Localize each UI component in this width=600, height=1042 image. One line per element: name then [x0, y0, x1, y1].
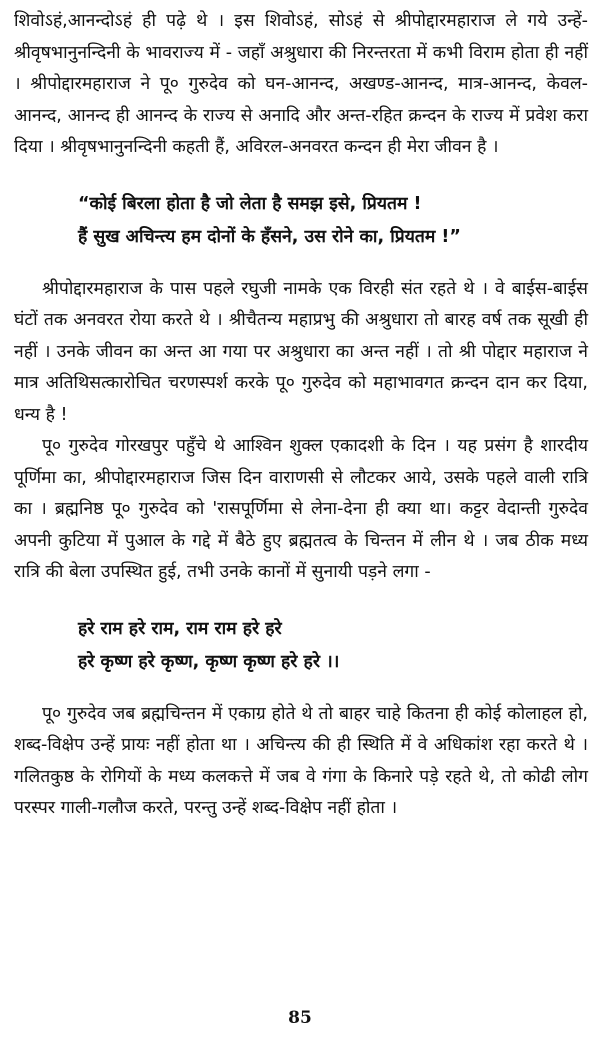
spacer: [14, 164, 588, 188]
spacer: [14, 254, 588, 274]
paragraph-1: शिवोऽहं,आनन्दोऽहं ही पढ़े थे । इस शिवोऽहं, सोऽहं से श्रीपोद्दारमहाराज ले गये उन्हें- श्रीवृषभानुनन्दिनी के भावराज्य में - जहाँ अश्रुधारा की निरन्तरता में कभी विराम होता ही नहीं । श्रीपोद्दारमहाराज ने पू० गुरुदेव को घन-आनन्द, अखण्ड-आनन्द, मात्र-आनन्द, केवल-आनन्द, आनन्द ही आनन्द के राज्य से अनादि और अन्त-रहित क्रन्दन के राज्य में प्रवेश करा दिया । श्रीवृषभानुनन्दिनी कहती हैं, अविरल-अनवरत कन्दन ही मेरा जीवन है ।: [14, 11, 588, 157]
paragraph-4: पू० गुरुदेव जब ब्रह्मचिन्तन में एकाग्र होते थे तो बाहर चाहे कितना ही कोई कोलाहल हो, शब्द-विक्षेप उन्हें प्रायः नहीं होता था । अचिन्त्य की ही स्थिति में वे अधिकांश रहा करते थे । गलितकुष्ठ के रोगियों के मध्य कलकत्ते में जब वे गंगा के किनारे पड़े रहते थे, तो कोढी लोग परस्पर गाली-गलौज करते, परन्तु उन्हें शब्द-विक्षेप नहीं होता ।: [14, 703, 588, 818]
spacer: [14, 589, 588, 613]
verse-quote-line-2: हैं सुख अचिन्त्य हम दोनों के हँसने, उस रोने का, प्रियतम !”: [78, 226, 461, 247]
chant-line-1: हरे राम हरे राम, राम राम हरे हरे: [78, 618, 282, 639]
chant-block: [14, 613, 588, 679]
spacer: [14, 679, 588, 699]
verse-quote: [14, 188, 588, 254]
paragraph-2: श्रीपोद्दारमहाराज के पास पहले रघुजी नामके एक विरही संत रहते थे । वे बाईस-बाईस घंटों तक अनवरत रोया करते थे । श्रीचैतन्य महाप्रभु की अश्रुधारा तो बारह वर्ष तक सूखी ही नहीं । उनके जीवन का अन्त आ गया पर अश्रुधारा का अन्त नहीं । तो श्री पोद्दार महाराज ने मात्र अतिथिसत्कारोचित चरणस्पर्श करके पू० गुरुदेव को महाभावगत क्रन्दन दान कर दिया, धन्य है !: [14, 278, 588, 425]
page-body: [14, 6, 588, 825]
page-number: 85: [288, 1008, 312, 1028]
paragraph-3: पू० गुरुदेव गोरखपुर पहुँचे थे आश्विन शुक्ल एकादशी के दिन । यह प्रसंग है शारदीय पूर्णिमा का, श्रीपोद्दारमहाराज जिस दिन वाराणसी से लौटकर आये, उसके पहले वाली रात्रि का । ब्रह्मनिष्ठ पू० गुरुदेव को 'रासपूर्णिमा से लेना-देना ही क्या था। कट्टर वेदान्ती गुरुदेव अपनी कुटिया में पुआल के गद्दे में बैठे हुए ब्रह्मतत्व के चिन्तन में लीन थे । जब ठीक मध्य रात्रि की बेला उपस्थित हुई, तभी उनके कानों में सुनायी पड़ने लगा -: [14, 436, 588, 582]
chant-line-2: हरे कृष्ण हरे कृष्ण, कृष्ण कृष्ण हरे हरे ।।: [78, 651, 340, 672]
verse-quote-line-1: “कोई बिरला होता है जो लेता है समझ इसे, प्रियतम !: [78, 193, 422, 214]
